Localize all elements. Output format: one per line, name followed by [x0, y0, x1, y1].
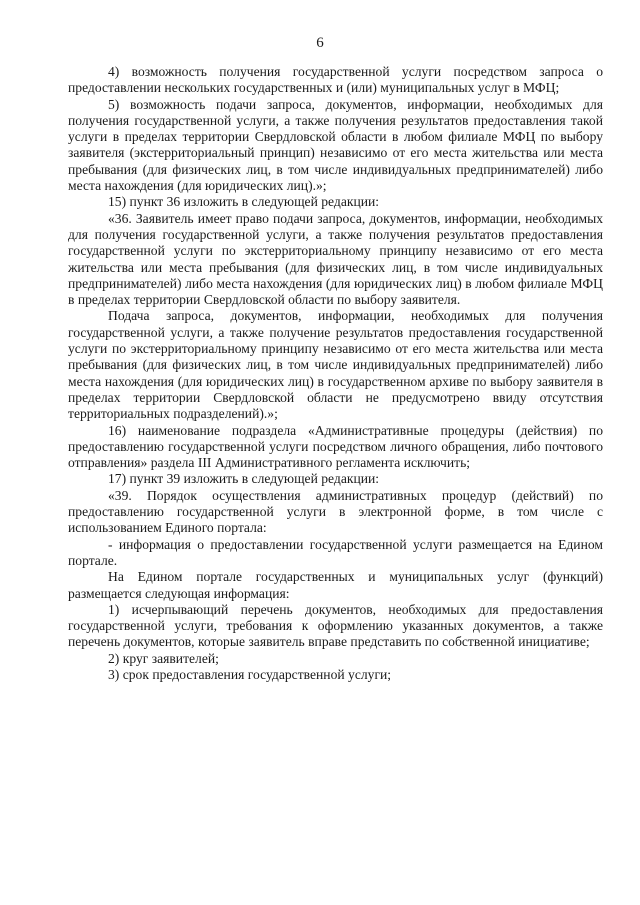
paragraph-item-4: 4) возможность получения государственной услуги посредством запроса о предоставлении нескольких государственных и (или) муниципальных услуг в МФЦ;	[68, 64, 603, 96]
list-item-1: 1) исчерпывающий перечень документов, необходимых для предоставления государственной услуги, требования к оформлению указанных документов, а также перечень документов, которые заявитель вправе представить по собственной инициативе;	[68, 601, 603, 650]
list-item-2: 2) круг заявителей;	[108, 650, 219, 666]
list-item-3: 3) срок предоставления государственной услуги;	[108, 666, 392, 682]
page-number: 6	[316, 35, 324, 51]
paragraph-clause-39: «39. Порядок осуществления административных процедур (действий) по предоставлению государственной услуги в электронной форме, в том числе с использованием Единого портала:	[68, 487, 603, 536]
paragraph-amendment-17: 17) пункт 39 изложить в следующей редакции:	[108, 471, 380, 487]
paragraph-clause-36-continued: Подача запроса, документов, информации, необходимых для получения государственной услуги, а также получение результатов предоставления государственной услуги по экстерриториальному принципу независимо от его места жительства или места пребывания (для физических лиц, в том числе индивидуальных предпринимателей) либо места нахождения (для юридических лиц) в государственном архиве по выбору заявителя в пределах территории Свердловской области не предусмотрено ввиду отсутствия территориальных подразделений).»;	[68, 308, 603, 422]
paragraph-portal-list-intro: На Едином портале государственных и муниципальных услуг (функций) размещается следующая информация:	[68, 569, 603, 601]
document-body	[68, 64, 603, 683]
paragraph-item-5: 5) возможность подачи запроса, документов, информации, необходимых для получения государственной услуги, а также получения результатов предоставления такой услуги в пределах территории Свердловской области в любом филиале МФЦ по выбору заявителя (экстерриториальный принцип) независимо от его места жительства или места пребывания (для физических лиц, в том числе индивидуальных предпринимателей) либо места нахождения (для юридических лиц).»;	[68, 96, 603, 194]
paragraph-portal-info: - информация о предоставлении государственной услуги размещается на Едином портале.	[68, 536, 603, 568]
paragraph-clause-36: «36. Заявитель имеет право подачи запроса, документов, информации, необходимых для получения государственной услуги, а также получения результатов предоставления государственной услуги по экстерриториальному принципу независимо от его места жительства или места пребывания (для физических лиц, в том числе индивидуальных предпринимателей) либо места нахождения (для юридических лиц) в любом филиале МФЦ в пределах территории Свердловской области по выбору заявителя.	[68, 210, 603, 308]
paragraph-amendment-16: 16) наименование подраздела «Административные процедуры (действия) по предоставлению государственной услуги посредством личного обращения, либо почтового отправления» раздела III Административного регламента исключить;	[68, 422, 603, 471]
paragraph-amendment-15: 15) пункт 36 изложить в следующей редакции:	[108, 194, 380, 210]
